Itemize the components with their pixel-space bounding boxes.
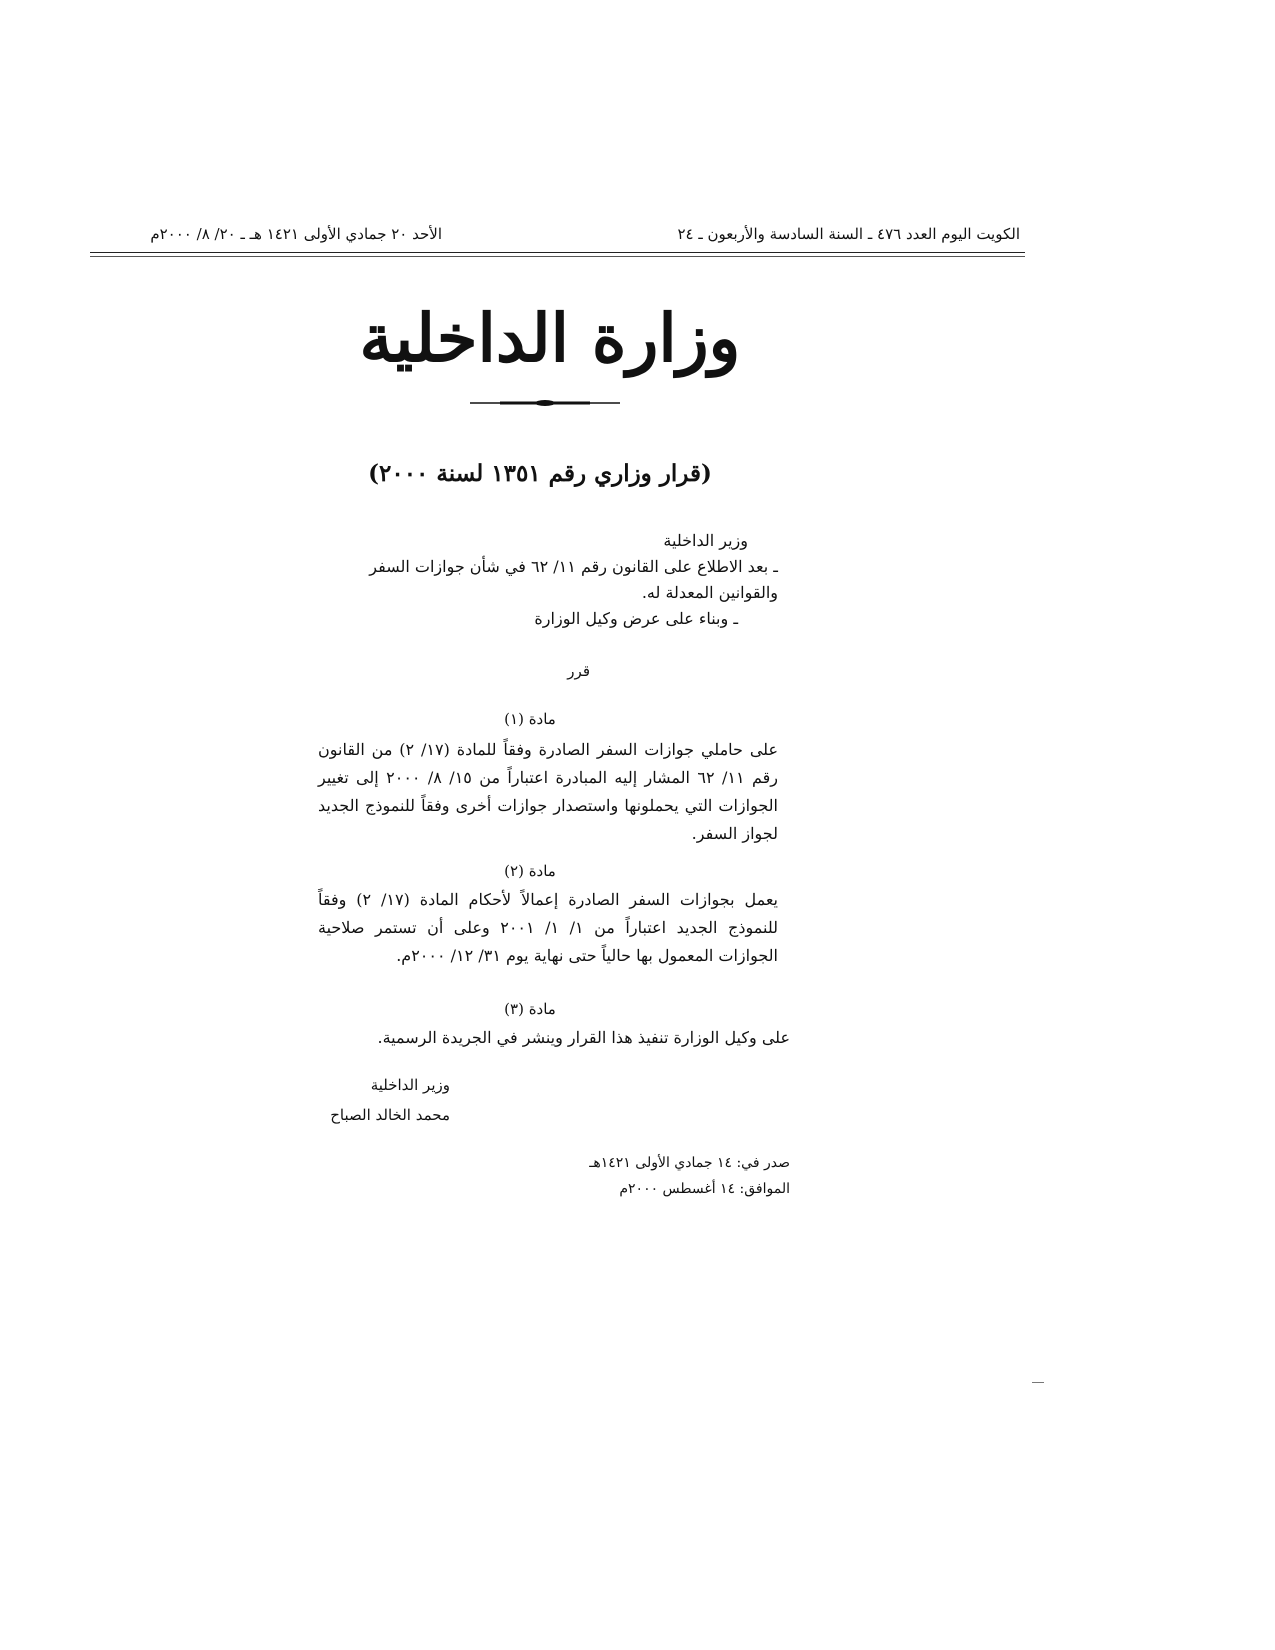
signature-name: محمد الخالد الصباح [330,1106,450,1124]
signature-block [300,1070,450,1130]
article-2-text: يعمل بجوازات السفر الصادرة إعمالاً لأحكام المادة (١٧/ ٢) وفقاً للنموذج الجديد اعتباراً من ١/ ١/ ٢٠٠١ وعلى أن تستمر صلاحية الجوازات المعمول بها حالياً حتى نهاية يوم ٣١/ ١٢/ ٢٠٠٠م. [318,890,778,965]
running-header-issue: الكويت اليوم العدد ٤٧٦ ـ السنة السادسة والأربعون ـ ٢٤ [677,225,1020,243]
decides-label: قرر [567,662,590,680]
issued-date-block [540,1150,790,1202]
article-1-title: مادة (١) [504,710,556,728]
signature-position: وزير الداخلية [370,1076,450,1094]
preamble [318,528,778,632]
preamble-minister: وزير الداخلية [663,531,748,550]
article-1-text: على حاملي جوازات السفر الصادرة وفقاً للمادة (١٧/ ٢) من القانون رقم ١١/ ٦٢ المشار إليه المبادرة اعتباراً من ١٥/ ٨/ ٢٠٠٠ إلى تغيير الجوازات التي يحملونها واستصدار جوازات أخرى وفقاً للنموذج الجديد لجواز السفر. [318,740,779,843]
ornament-divider [470,398,620,408]
issued-hijri: صدر في: ١٤ جمادي الأولى ١٤٢١هـ [589,1155,790,1171]
issued-gregorian: الموافق: ١٤ أغسطس ٢٠٠٠م [619,1181,790,1197]
header-rule [90,252,1025,253]
article-2-title: مادة (٢) [504,862,556,880]
article-3-text: على وكيل الوزارة تنفيذ هذا القرار وينشر في الجريدة الرسمية. [377,1028,790,1047]
header-rule-secondary [90,256,1025,257]
preamble-based-on: ـ وبناء على عرض وكيل الوزارة [534,609,738,628]
preamble-after-review: ـ بعد الاطلاع على القانون رقم ١١/ ٦٢ في شأن جوازات السفر والقوانين المعدلة له. [369,557,778,602]
decree-title: (قرار وزاري رقم ١٣٥١ لسنة ٢٠٠٠) [368,460,712,487]
scan-speck [1032,1382,1044,1383]
article-3-title: مادة (٣) [504,1000,556,1018]
ministry-heading: وزارة الداخلية [359,299,741,377]
running-header-date: الأحد ٢٠ جمادي الأولى ١٤٢١ هـ ـ ٢٠/ ٨/ ٢٠٠٠م [150,225,442,243]
